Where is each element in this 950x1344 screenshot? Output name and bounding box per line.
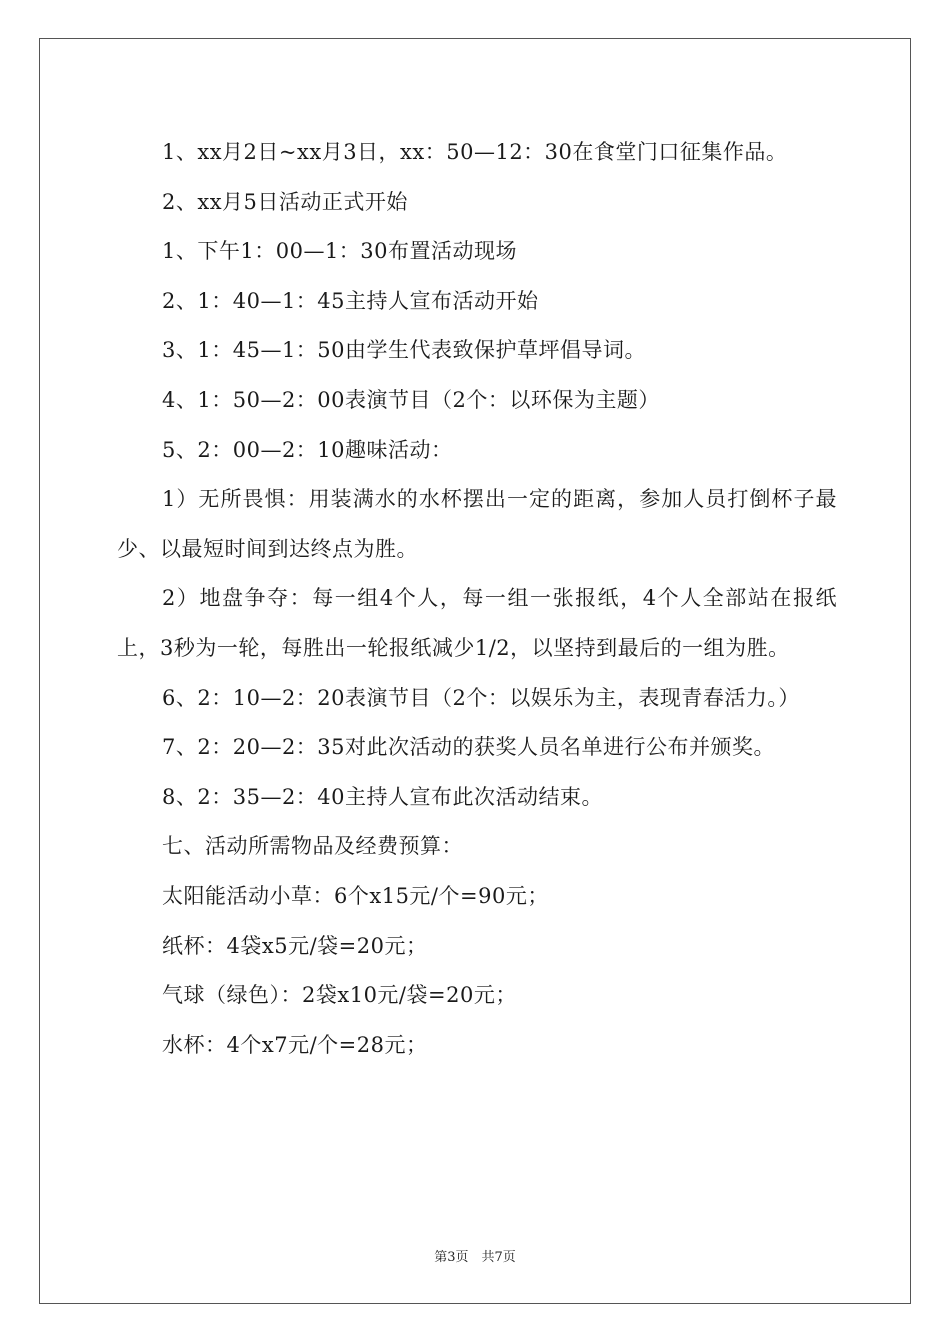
- paragraph: 7、2：20—2：35对此次活动的获奖人员名单进行公布并颁奖。: [162, 735, 776, 760]
- document-body: [117, 128, 837, 1070]
- paragraph: 3、1：45—1：50由学生代表致保护草坪倡导词。: [162, 338, 647, 363]
- paragraph: 太阳能活动小草：6个x15元/个=90元；: [162, 883, 549, 908]
- paragraph: 1、下午1：00—1：30布置活动现场: [162, 239, 518, 264]
- paragraph: 1、xx月2日~xx月3日，xx：50—12：30在食堂门口征集作品。: [162, 140, 788, 164]
- paragraph: 4、1：50—2：00表演节目（2个：以环保为主题）: [162, 387, 660, 412]
- paragraph: 8、2：35—2：40主持人宣布此次活动结束。: [162, 784, 604, 809]
- paragraph: 5、2：00—2：10趣味活动：: [162, 437, 453, 462]
- paragraph: 七、活动所需物品及经费预算：: [162, 834, 463, 859]
- paragraph: 2、1：40—1：45主持人宣布活动开始: [162, 288, 539, 313]
- paragraph: 2、xx月5日活动正式开始: [162, 189, 408, 214]
- paragraph: 气球（绿色）：2袋x10元/袋=20元；: [162, 983, 517, 1008]
- paragraph: 纸杯：4袋x5元/袋=20元；: [162, 933, 428, 958]
- paragraph: 水杯：4个x7元/个=28元；: [162, 1032, 428, 1057]
- page-number-footer: 第3页 共7页: [434, 1250, 516, 1265]
- paragraph: 6、2：10—2：20表演节目（2个：以娱乐为主，表现青春活力。）: [162, 685, 800, 710]
- paragraph: 1）无所畏惧：用装满水的水杯摆出一定的距离，参加人员打倒杯子最少、以最短时间到达终点为胜。: [117, 487, 837, 561]
- paragraph: 2）地盘争夺：每一组4个人，每一组一张报纸，4个人全部站在报纸上，3秒为一轮，每胜出一轮报纸减少1/2，以坚持到最后的一组为胜。: [117, 586, 837, 660]
